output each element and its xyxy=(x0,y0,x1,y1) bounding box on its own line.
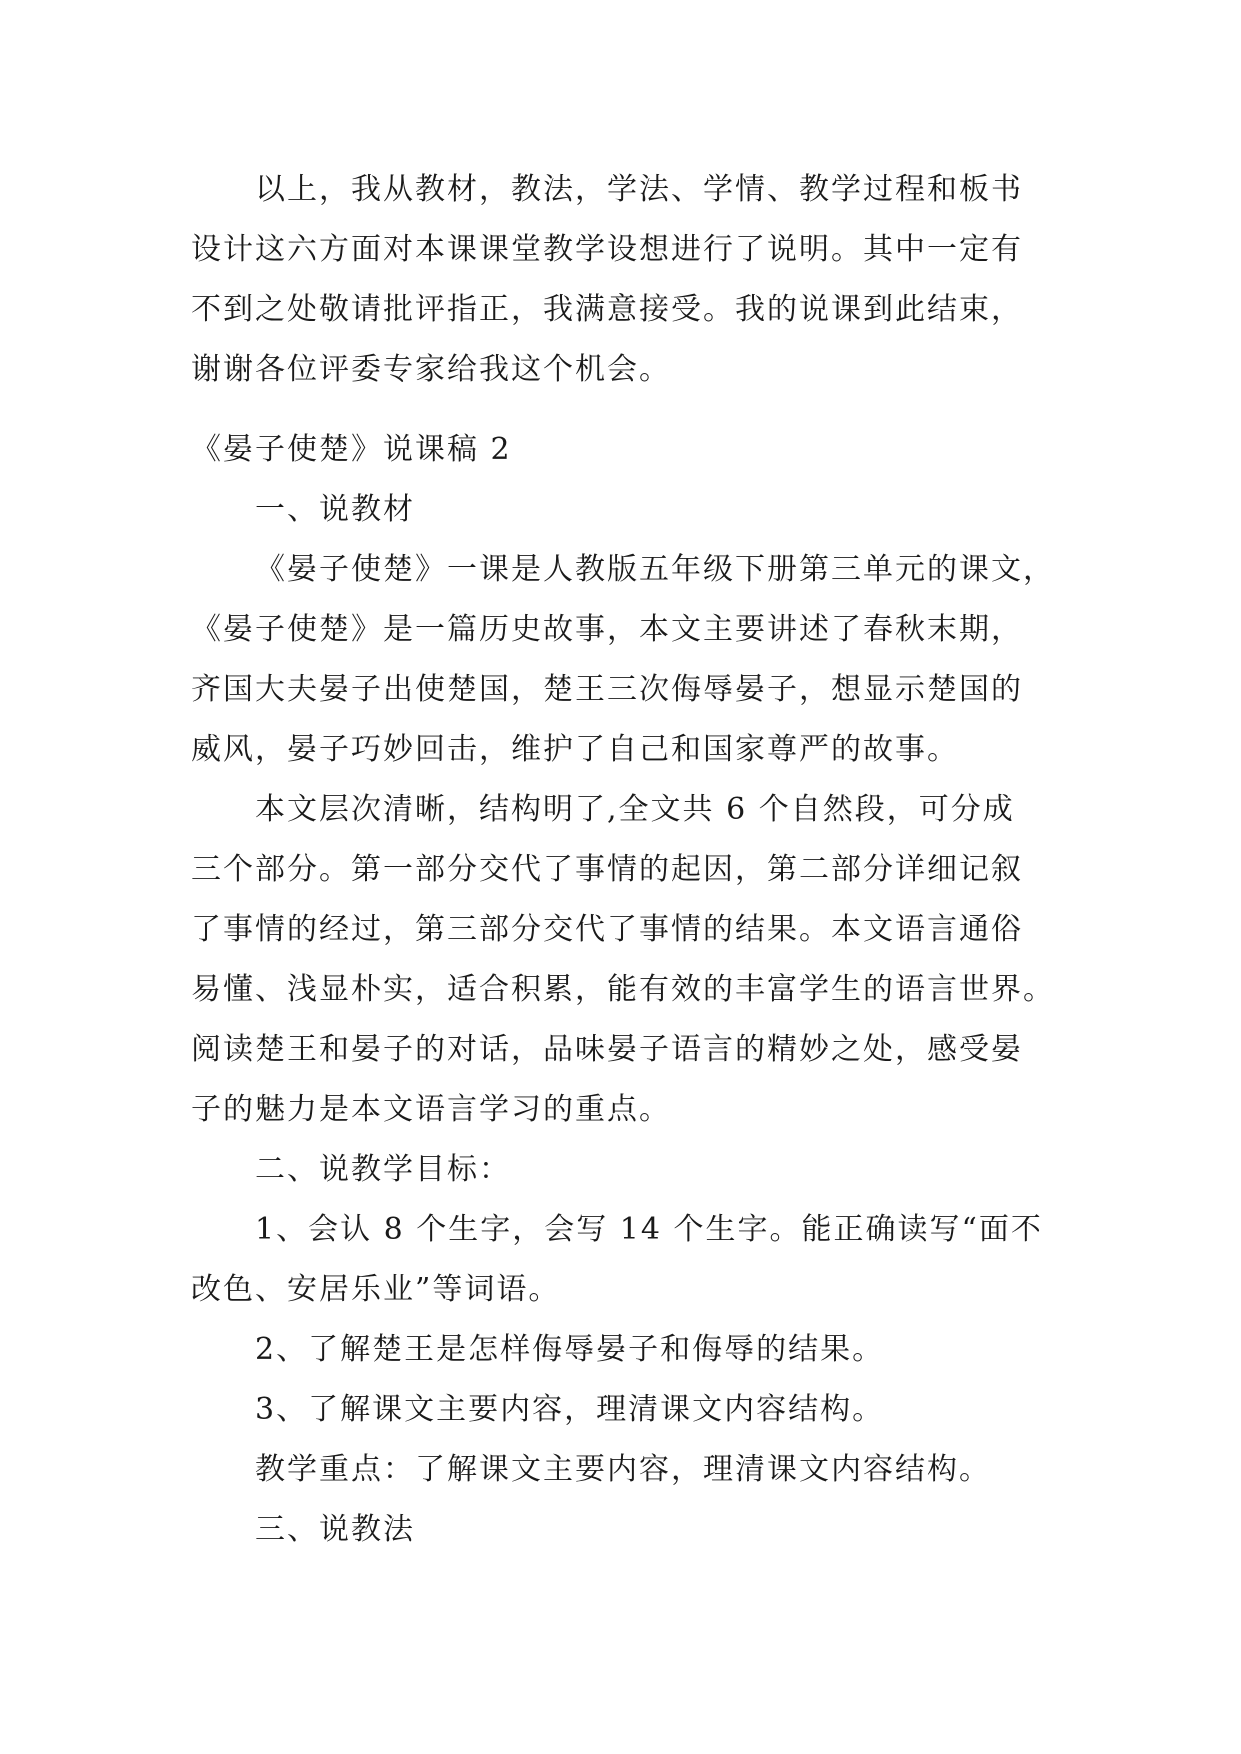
intro-line: 以上，我从教材，教法，学法、学情、教学过程和板书 xyxy=(255,172,1023,207)
section-heading-teaching-method: 三、说教法 xyxy=(255,1512,415,1547)
teaching-focus: 教学重点：了解课文主要内容，理清课文内容结构。 xyxy=(255,1452,991,1487)
intro-line: 不到之处敬请批评指正，我满意接受。我的说课到此结束， xyxy=(191,292,1023,327)
goal-item-1-continued: 改色、安居乐业”等词语。 xyxy=(191,1272,561,1307)
body-line: 齐国大夫晏子出使楚国，楚王三次侮辱晏子，想显示楚国的 xyxy=(191,672,1023,707)
intro-paragraph xyxy=(191,160,1071,400)
intro-line: 设计这六方面对本课课堂教学设想进行了说明。其中一定有 xyxy=(191,232,1023,267)
body-line: 威风，晏子巧妙回击，维护了自己和国家尊严的故事。 xyxy=(191,732,959,767)
body-line: 《晏子使楚》一课是人教版五年级下册第三单元的课文， xyxy=(255,552,1055,587)
document-body xyxy=(191,480,1071,1560)
body-line: 易懂、浅显朴实，适合积累，能有效的丰富学生的语言世界。 xyxy=(191,972,1055,1007)
intro-line: 谢谢各位评委专家给我这个机会。 xyxy=(191,352,671,387)
body-line: 《晏子使楚》是一篇历史故事，本文主要讲述了春秋末期， xyxy=(191,612,1023,647)
goal-item-2: 2、了解楚王是怎样侮辱晏子和侮辱的结果。 xyxy=(255,1332,885,1367)
title-text: 《晏子使楚》说课稿 2 xyxy=(191,432,512,467)
goal-item-3: 3、了解课文主要内容，理清课文内容结构。 xyxy=(255,1392,885,1427)
body-line: 阅读楚王和晏子的对话，品味晏子语言的精妙之处，感受晏 xyxy=(191,1032,1023,1067)
body-line: 了事情的经过，第三部分交代了事情的结果。本文语言通俗 xyxy=(191,912,1023,947)
body-line: 子的魅力是本文语言学习的重点。 xyxy=(191,1092,671,1127)
section-heading-teaching-goals: 二、说教学目标： xyxy=(255,1152,511,1187)
document-title xyxy=(191,420,1071,480)
body-line: 本文层次清晰，结构明了,全文共 6 个自然段，可分成 xyxy=(255,792,1015,827)
goal-item-1: 1、会认 8 个生字，会写 14 个生字。能正确读写“面不 xyxy=(255,1212,1043,1247)
body-line: 三个部分。第一部分交代了事情的起因，第二部分详细记叙 xyxy=(191,852,1023,887)
section-heading-teaching-material: 一、说教材 xyxy=(255,492,415,527)
